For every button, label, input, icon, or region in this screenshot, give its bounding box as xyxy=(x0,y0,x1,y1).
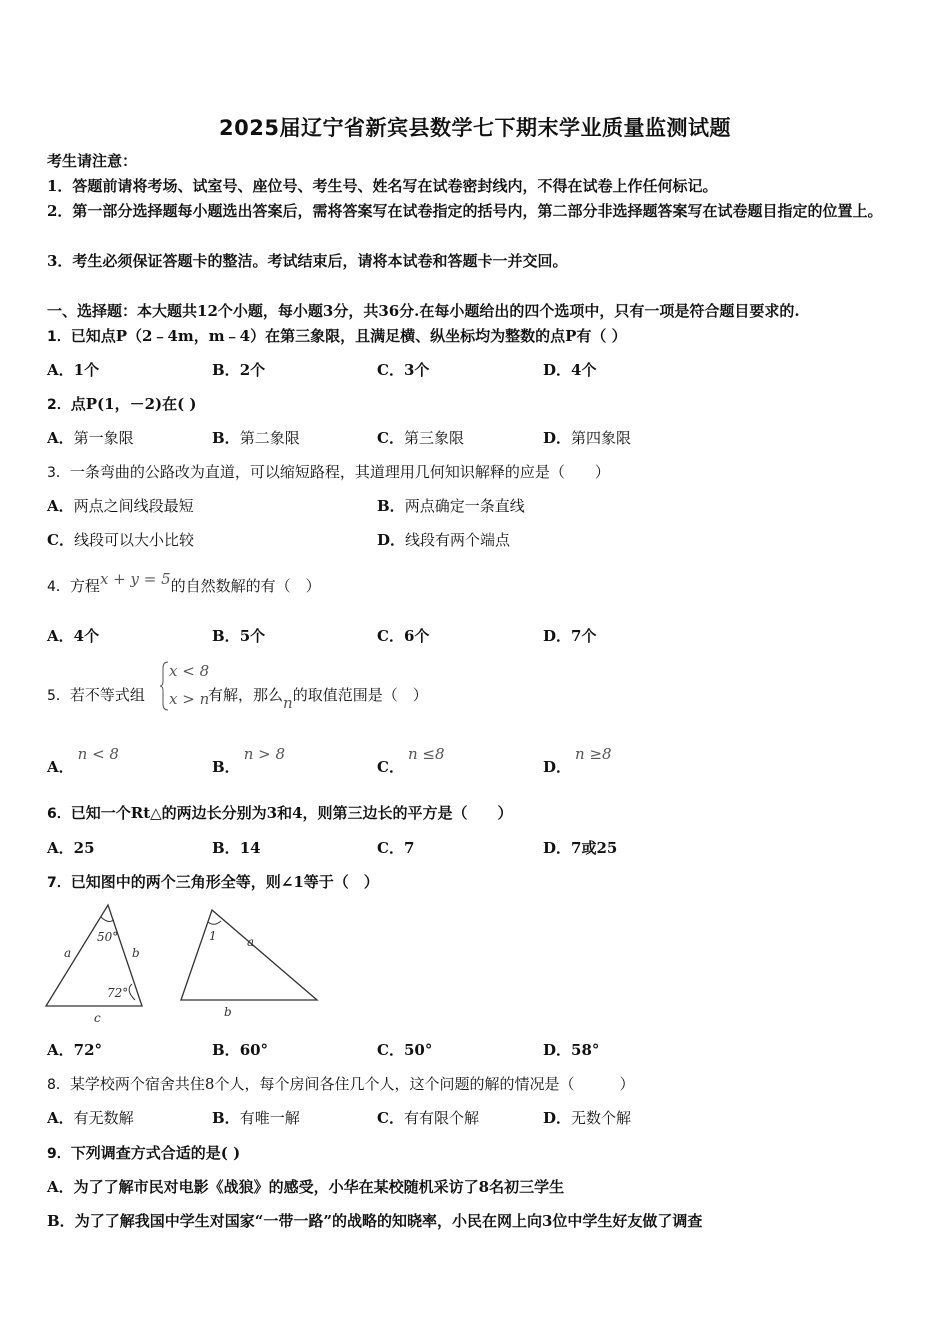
inequality-line: x > n xyxy=(169,690,210,708)
option-c[interactable]: C．6个 xyxy=(377,627,430,645)
option-d[interactable]: D．7个 xyxy=(543,627,597,645)
option-c[interactable]: C．3个 xyxy=(377,361,430,379)
angle-label: 1 xyxy=(209,929,217,943)
option-b[interactable]: B．14 xyxy=(212,839,261,857)
angle-label: 72° xyxy=(107,986,129,1000)
option-a[interactable]: A．1个 xyxy=(47,361,100,379)
page-title: 2025届辽宁省新宾县数学七下期末学业质量监测试题 xyxy=(219,116,731,140)
option-c[interactable]: C．第三象限 xyxy=(377,429,464,447)
side-label: a xyxy=(64,946,72,960)
notice-heading: 考生请注意： xyxy=(47,152,138,170)
option-b[interactable]: B．n > 8 xyxy=(212,745,285,776)
inequality-line: x < 8 xyxy=(169,662,210,680)
notice-item: 2．第一部分选择题每小题选出答案后，需将答案写在试卷指定的括号内，第二部分非选择题答案写在试卷题目指定的位置上。 xyxy=(47,202,883,220)
angle-label: 50° xyxy=(97,930,119,944)
option-d[interactable]: D．线段有两个端点 xyxy=(377,531,511,549)
triangle-right xyxy=(181,910,317,1019)
option-a[interactable]: A．n < 8 xyxy=(47,745,119,776)
option-d[interactable]: D．7或25 xyxy=(543,839,618,857)
option-d[interactable]: D．n ≥8 xyxy=(543,745,612,776)
triangle-left xyxy=(46,905,142,1025)
option-c[interactable]: C．n ≤8 xyxy=(377,745,445,776)
notice-item: 1．答题前请将考场、试室号、座位号、考生号、姓名写在试卷密封线内，不得在试卷上作任何标记。 xyxy=(47,177,718,195)
question-1: 1．已知点P（2﹣4m，m﹣4）在第三象限，且满足横、纵坐标均为整数的点P有（ ） xyxy=(47,327,627,345)
option-a[interactable]: A．有无数解 xyxy=(47,1109,134,1127)
side-label: b xyxy=(132,946,140,960)
option-c[interactable]: C．7 xyxy=(377,839,415,857)
congruent-triangles-figure xyxy=(42,902,322,1026)
option-d[interactable]: D．无数个解 xyxy=(543,1109,632,1127)
option-c[interactable]: C．有有限个解 xyxy=(377,1109,479,1127)
option-b[interactable]: B．5个 xyxy=(212,627,266,645)
option-b[interactable]: B．60° xyxy=(212,1041,269,1059)
question-7: 7．已知图中的两个三角形全等，则∠1等于（ ） xyxy=(47,873,379,891)
option-a[interactable]: A．两点之间线段最短 xyxy=(47,497,194,515)
option-d[interactable]: D．58° xyxy=(543,1041,600,1059)
option-c[interactable]: C．线段可以大小比较 xyxy=(47,531,194,549)
option-d[interactable]: D．第四象限 xyxy=(543,429,632,447)
question-2: 2．点P(1，－2)在( ) xyxy=(47,395,197,413)
section-heading: 一、选择题：本大题共12个小题，每小题3分，共36分.在每小题给出的四个选项中，只有一项是符合题目要求的. xyxy=(47,302,800,320)
option-a[interactable]: A．为了了解市民对电影《战狼》的感受，小华在某校随机采访了8名初三学生 xyxy=(47,1178,565,1196)
option-a[interactable]: A．4个 xyxy=(47,627,100,645)
option-a[interactable]: A．第一象限 xyxy=(47,429,134,447)
question-5-suffix: 有解，那么n的取值范围是（ ） xyxy=(208,686,428,712)
question-5-prefix: 5．若不等式组 xyxy=(47,686,145,704)
option-b[interactable]: B．为了了解我国中学生对国家“一带一路”的战略的知晓率，小民在网上向3位中学生好友做了调查 xyxy=(47,1212,703,1230)
side-label: b xyxy=(224,1005,232,1019)
question-9: 9．下列调查方式合适的是( ) xyxy=(47,1144,241,1162)
side-label: c xyxy=(94,1011,101,1025)
option-d[interactable]: D．4个 xyxy=(543,361,597,379)
question-8: 8．某学校两个宿舍共住8个人，每个房间各住几个人，这个问题的解的情况是（ ） xyxy=(47,1075,635,1093)
option-b[interactable]: B．两点确定一条直线 xyxy=(377,497,525,515)
option-c[interactable]: C．50° xyxy=(377,1041,433,1059)
option-a[interactable]: A．72° xyxy=(47,1041,103,1059)
option-b[interactable]: B．2个 xyxy=(212,361,266,379)
equation: x + y = 5 xyxy=(99,570,171,588)
question-6: 6．已知一个Rt△的两边长分别为3和4，则第三边长的平方是（ ） xyxy=(47,804,513,822)
option-b[interactable]: B．第二象限 xyxy=(212,429,300,447)
option-a[interactable]: A．25 xyxy=(47,839,95,857)
option-b[interactable]: B．有唯一解 xyxy=(212,1109,300,1127)
notice-item: 3．考生必须保证答题卡的整洁。考试结束后，请将本试卷和答题卡一并交回。 xyxy=(47,252,568,270)
side-label: a xyxy=(247,935,255,949)
question-4: 4．方程x + y = 5的自然数解的有（ ） xyxy=(47,570,321,595)
question-3: 3．一条弯曲的公路改为直道，可以缩短路程，其道理用几何知识解释的应是（ ） xyxy=(47,463,610,481)
